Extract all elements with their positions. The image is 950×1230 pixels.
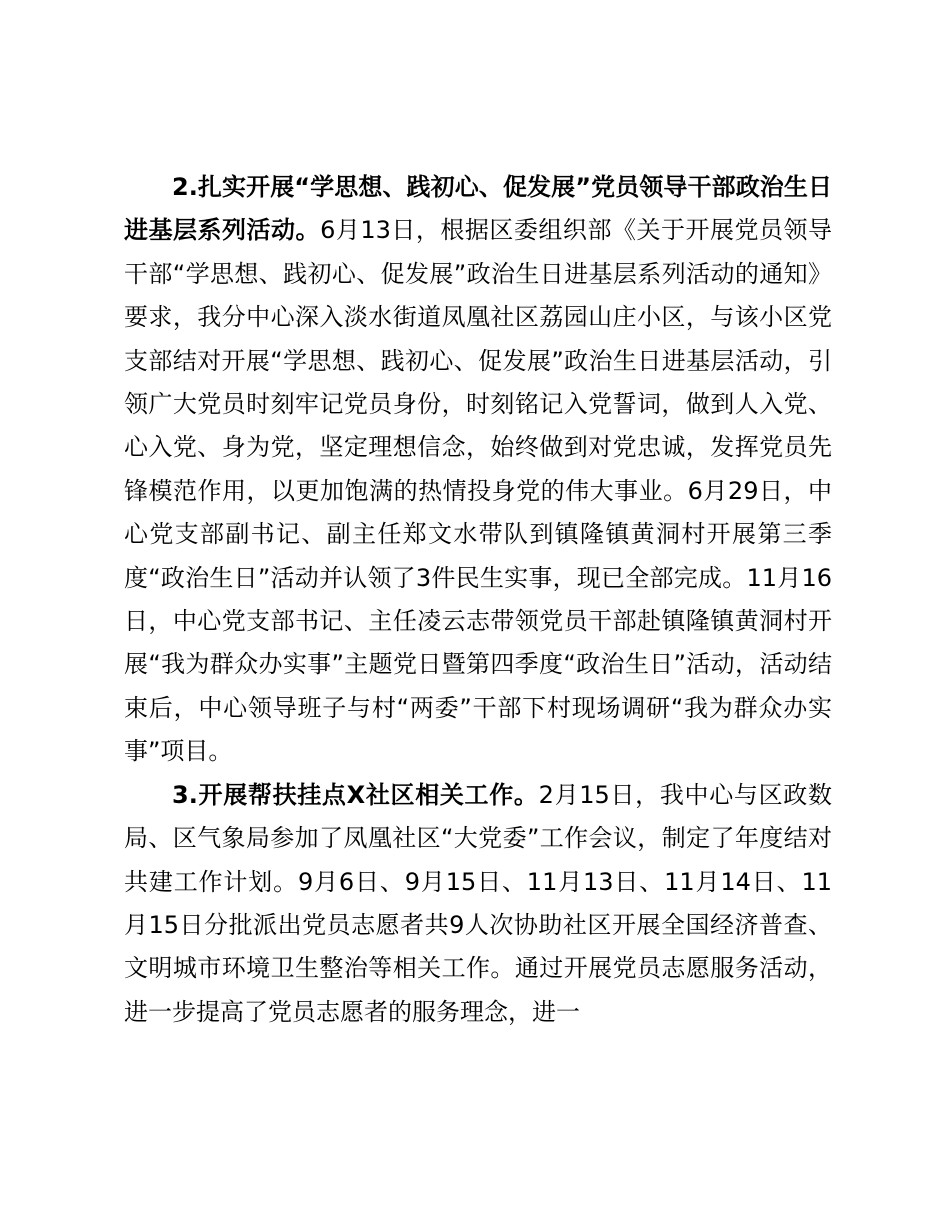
paragraph-body: 2月15日，我中心与区政数局、区气象局参加了凤凰社区“大党委”工作会议，制定了年度结对共建工作计划。9月6日、9月15日、11月13日、11月14日、11月15日分批派出党员志愿者共9人次协助社区开展全国经济普查、文明城市环境卫生整治等相关工作。通过开展党员志愿服务活动，进一步提高了党员志愿者的服务理念，进一 [124,780,832,1026]
document-page [124,166,832,1034]
paragraph-heading: 3.开展帮扶挂点X社区相关工作。 [172,780,539,809]
paragraph-body: 6月13日，根据区委组织部《关于开展党员领导干部“学思想、践初心、促发展”政治生日进基层系列活动的通知》要求，我分中心深入淡水街道凤凰社区荔园山庄小区，与该小区党支部结对开展“学思想、践初心、促发展”政治生日进基层活动，引领广大党员时刻牢记党员身份，时刻铭记入党誓词，做到人入党、心入党、身为党，坚定理想信念，始终做到对党忠诚，发挥党员先锋模范作用，以更加饱满的热情投身党的伟大事业。6月29日，中心党支部副书记、副主任郑文水带队到镇隆镇黄洞村开展第三季度“政治生日”活动并认领了3件民生实事，现已全部完成。11月16日，中心党支部书记、主任凌云志带领党员干部赴镇隆镇黄洞村开展“我为群众办实事”主题党日暨第四季度“政治生日”活动，活动结束后，中心领导班子与村“两委”干部下村现场调研“我为群众办实事”项目。 [124,216,833,766]
paragraph-party-birthday-activities [124,166,832,774]
paragraph-heading: 2.扎实开展“学思想、践初心、促发展”党员领导干部政治生日进基层系列活动。 [124,173,832,245]
paragraph-community-support-work [124,774,832,1034]
